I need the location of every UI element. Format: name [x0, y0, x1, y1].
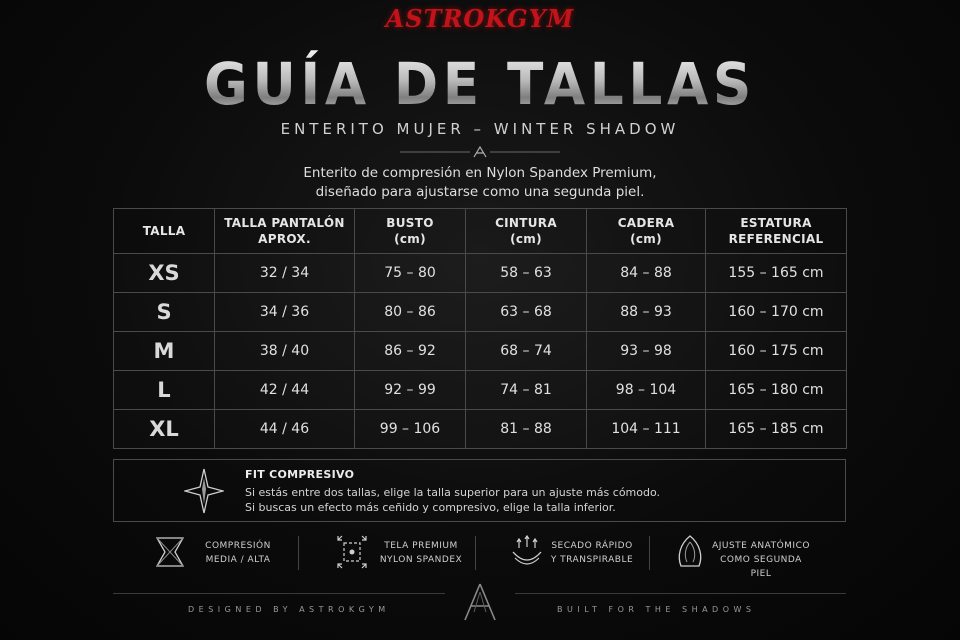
feature-label: TELA PREMIUM — [384, 541, 458, 551]
table-cell: 155 – 165 cm — [706, 254, 847, 293]
size-label: S — [114, 293, 215, 332]
product-description — [0, 164, 960, 202]
compass-star-icon — [184, 468, 224, 514]
body-fit-icon — [675, 534, 705, 570]
table-cell: 160 – 170 cm — [706, 293, 847, 332]
header-busto: BUSTO (cm) — [355, 209, 466, 254]
feature-fabric — [335, 534, 485, 574]
feature-divider — [298, 536, 299, 570]
table-cell: 68 – 74 — [466, 332, 587, 371]
feature-label: MEDIA / ALTA — [205, 555, 271, 565]
feature-label: SECADO RÁPIDO — [551, 541, 633, 551]
table-cell: 88 – 93 — [587, 293, 706, 332]
feature-anatomic-fit — [675, 534, 845, 579]
table-cell: 42 / 44 — [215, 371, 355, 410]
table-cell: 81 – 88 — [466, 410, 587, 449]
description-line-2: diseñado para ajustarse como una segunda piel. — [315, 184, 645, 200]
fabric-stretch-icon — [335, 534, 369, 570]
feature-label: COMO SEGUNDA PIEL — [720, 555, 802, 579]
page-subtitle: ENTERITO MUJER – WINTER SHADOW — [280, 120, 680, 138]
table-cell: 32 / 34 — [215, 254, 355, 293]
table-cell: 38 / 40 — [215, 332, 355, 371]
table-cell: 63 – 68 — [466, 293, 587, 332]
table-cell: 80 – 86 — [355, 293, 466, 332]
size-label: XL — [114, 410, 215, 449]
feature-label: AJUSTE ANATÓMICO — [712, 541, 810, 551]
footer-line-right — [515, 593, 846, 594]
feature-divider — [649, 536, 650, 570]
table-cell: 86 – 92 — [355, 332, 466, 371]
table-cell: 99 – 106 — [355, 410, 466, 449]
table-cell: 165 – 180 cm — [706, 371, 847, 410]
header-estatura: ESTATURA REFERENCIAL — [706, 209, 847, 254]
footer-line-left — [113, 593, 445, 594]
header-talla: TALLA — [114, 209, 215, 254]
features-row — [113, 534, 846, 579]
table-cell: 75 – 80 — [355, 254, 466, 293]
table-cell: 160 – 175 cm — [706, 332, 847, 371]
fit-note-box — [113, 459, 846, 522]
table-row — [114, 332, 847, 371]
ornament-divider-icon — [400, 146, 560, 158]
table-cell: 84 – 88 — [587, 254, 706, 293]
size-table — [113, 208, 847, 449]
footer-left-text: DESIGNED BY ASTROKGYM — [188, 605, 390, 614]
header-cadera: CADERA (cm) — [587, 209, 706, 254]
size-label: M — [114, 332, 215, 371]
table-cell: 165 – 185 cm — [706, 410, 847, 449]
feature-label: Y TRANSPIRABLE — [550, 555, 634, 565]
table-cell: 93 – 98 — [587, 332, 706, 371]
table-row — [114, 293, 847, 332]
table-row — [114, 410, 847, 449]
table-cell: 104 – 111 — [587, 410, 706, 449]
table-cell: 92 – 99 — [355, 371, 466, 410]
feature-divider — [475, 536, 476, 570]
table-cell: 34 / 36 — [215, 293, 355, 332]
size-table-header-row — [114, 209, 847, 254]
feature-compression — [153, 534, 303, 574]
brand-logo: ASTROKGYM — [385, 4, 575, 33]
size-label: L — [114, 371, 215, 410]
table-row — [114, 371, 847, 410]
header-talla-pantalon: TALLA PANTALÓN APROX. — [215, 209, 355, 254]
table-cell: 58 – 63 — [466, 254, 587, 293]
table-cell: 98 – 104 — [587, 371, 706, 410]
brand-emblem-icon — [462, 582, 498, 622]
table-cell: 44 / 46 — [215, 410, 355, 449]
description-line-1: Enterito de compresión en Nylon Spandex Premium, — [303, 165, 657, 181]
feature-label: NYLON SPANDEX — [379, 555, 463, 565]
size-label: XS — [114, 254, 215, 293]
compression-icon — [153, 534, 187, 570]
footer-right-text: BUILT FOR THE SHADOWS — [557, 605, 756, 614]
fit-title: FIT COMPRESIVO — [245, 468, 355, 481]
fit-line-1: Si estás entre dos tallas, elige la talla superior para un ajuste más cómodo. — [245, 486, 661, 499]
page-title: GUÍA DE TALLAS — [38, 50, 921, 118]
table-cell: 74 – 81 — [466, 371, 587, 410]
fit-line-2: Si buscas un efecto más ceñido y compresivo, elige la talla inferior. — [245, 501, 616, 514]
feature-label: COMPRESIÓN — [205, 541, 271, 551]
quick-dry-icon — [509, 534, 545, 570]
table-row — [114, 254, 847, 293]
feature-quick-dry — [509, 534, 659, 574]
header-cintura: CINTURA (cm) — [466, 209, 587, 254]
